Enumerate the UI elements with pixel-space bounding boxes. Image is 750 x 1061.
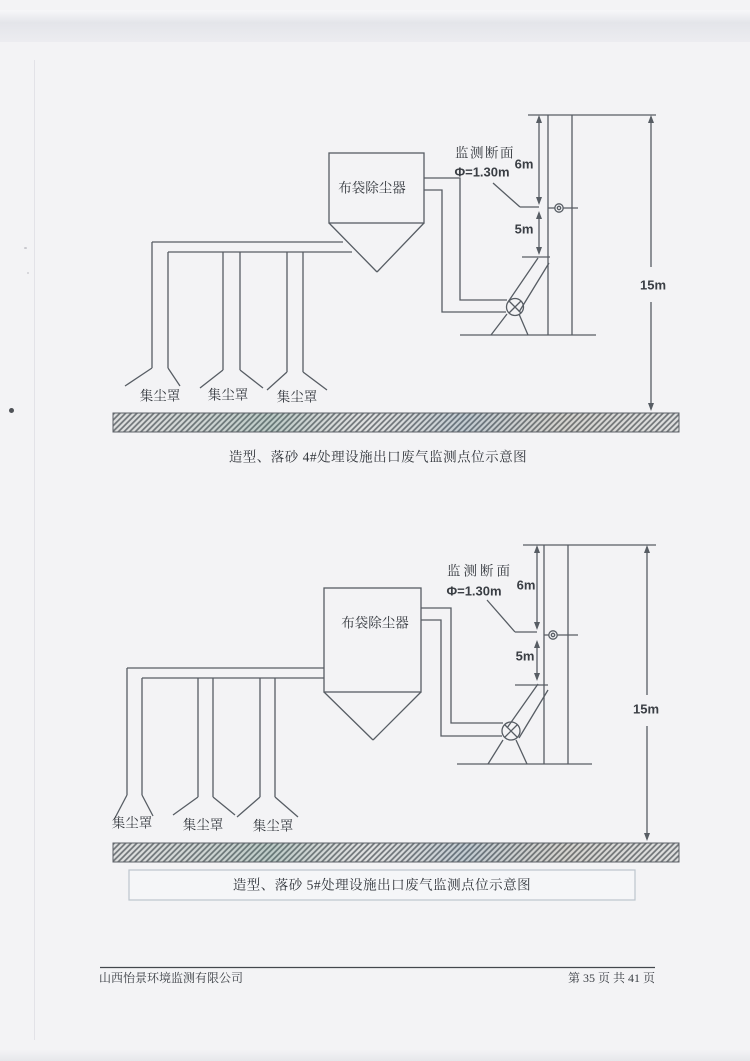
hood-label-3: 集尘罩: [252, 818, 294, 834]
stack: [528, 115, 656, 335]
dimension-5m: [534, 640, 540, 681]
diagram-bottom: [113, 545, 679, 900]
outlet-duct: [424, 178, 507, 312]
hood-duct-lines: [152, 242, 352, 252]
dust-hood-1: [125, 242, 180, 386]
diagram-top: [113, 115, 679, 432]
dim-5m-label: 5m: [514, 221, 534, 237]
baghouse-outline: [329, 153, 424, 272]
riser-duct: [507, 684, 548, 738]
monitoring-callout-line: [493, 183, 539, 207]
dim-15m-label: 15m: [632, 701, 660, 717]
dimension-5m: [536, 211, 542, 255]
outlet-duct: [421, 608, 503, 736]
riser-duct: [508, 257, 550, 312]
monitoring-section-label: 监测断面: [455, 145, 515, 161]
hood-label-2: 集尘罩: [207, 387, 249, 403]
diameter-label: Φ=1.30m: [446, 583, 502, 599]
hood-duct-lines: [127, 668, 324, 678]
dim-15m-label: 15m: [639, 277, 667, 293]
footer-company: 山西怡景环境监测有限公司: [99, 971, 244, 985]
fan-support: [460, 314, 596, 335]
dust-hood-2: [173, 678, 235, 815]
dim-6m-label: 6m: [514, 156, 534, 172]
ground-hatch: [113, 843, 679, 862]
hood-label-1: 集尘罩: [111, 815, 153, 831]
hood-label-3: 集尘罩: [276, 389, 318, 405]
footer-page-number: 第 35 页 共 41 页: [567, 971, 655, 985]
dim-5m-label: 5m: [515, 648, 535, 664]
dust-hood-3: [237, 678, 298, 817]
monitoring-point-icon: [544, 631, 578, 639]
hood-label-2: 集尘罩: [182, 817, 224, 833]
dimension-15m: [644, 545, 650, 841]
baghouse-label: 布袋除尘器: [338, 180, 406, 196]
dust-hood-1: [116, 668, 153, 816]
monitoring-section-label: 监测断面: [447, 563, 513, 579]
diagram-bottom-caption: 造型、落砂 5#处理设施出口废气监测点位示意图: [232, 877, 532, 893]
dimension-15m: [648, 115, 654, 411]
fan-support: [457, 740, 592, 764]
baghouse-label: 布袋除尘器: [341, 615, 409, 631]
ground-hatch: [113, 413, 679, 432]
stack: [523, 545, 656, 764]
dimension-6m: [536, 115, 542, 205]
dim-6m-label: 6m: [516, 577, 536, 593]
monitoring-point-icon: [548, 204, 578, 212]
baghouse-outline: [324, 588, 421, 740]
diameter-label: Φ=1.30m: [454, 164, 510, 180]
dust-hood-3: [267, 252, 327, 390]
monitoring-callout-line: [487, 600, 537, 632]
fan-icon: [502, 722, 520, 740]
dust-hood-2: [200, 252, 263, 388]
hood-label-1: 集尘罩: [139, 388, 181, 404]
diagram-top-caption: 造型、落砂 4#处理设施出口废气监测点位示意图: [228, 449, 528, 465]
